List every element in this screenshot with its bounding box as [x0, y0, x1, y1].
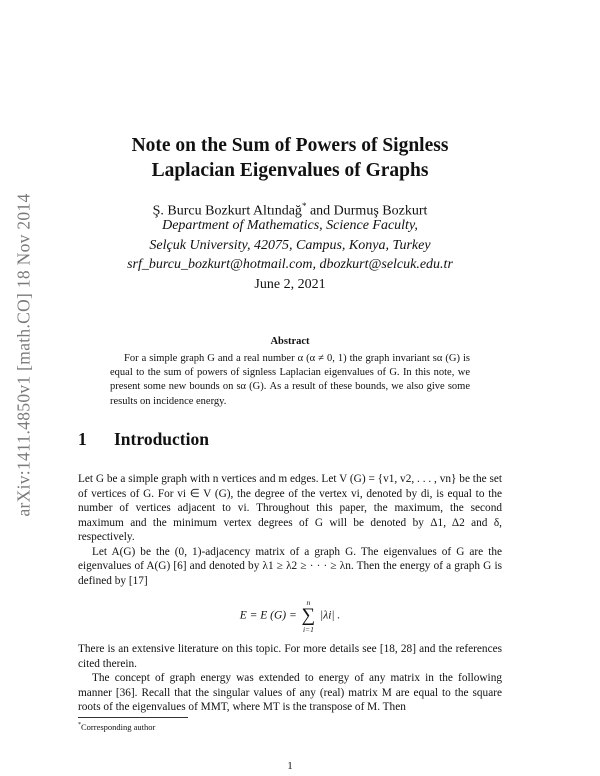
paragraph-4: The concept of graph energy was extended to energy of any matrix in the following manner [36]. Recall that the singular values of any (real) matrix M are equal to the square roots of the eigenvalues of MMT, where MT is the transpose of M. Then [78, 672, 502, 713]
abstract-heading: Abstract [270, 336, 310, 347]
affiliation-line-2: Selçuk University, 42075, Campus, Konya, Turkey [149, 237, 431, 253]
sum-lower-limit: i=1 [302, 625, 314, 634]
affiliation-emails: srf_burcu_bozkurt@hotmail.com, dbozkurt@selcuk.edu.tr [127, 257, 453, 272]
equation-rhs: |λi| . [320, 609, 341, 622]
footnote [78, 722, 155, 732]
affiliation [78, 216, 502, 275]
title-line-1: Note on the Sum of Powers of Signless [131, 135, 449, 156]
paper-date: June 2, 2021 [254, 277, 326, 292]
summation-symbol [302, 598, 316, 634]
author-2: Durmuş Bozkurt [333, 203, 428, 219]
author-1: Ş. Burcu Bozkurt Altındağ [152, 203, 302, 219]
footnote-mark: * [78, 722, 81, 729]
author-and: and [309, 203, 331, 219]
section-heading [78, 429, 209, 450]
arxiv-identifier: arXiv:1411.4850v1 [math.CO] 18 Nov 2014 [13, 193, 34, 517]
affiliation-line-1: Department of Mathematics, Science Faculty, [162, 218, 418, 233]
abstract-text: For a simple graph G and a real number α (α ≠ 0, 1) the graph invariant sα (G) is equal to the sum of powers of signless Laplacian eigenvalues of G. In this note, we present some new bounds on sα (G). As a result of these bounds, we also give some results on incidence energy. [110, 353, 470, 407]
paragraph-2: Let A(G) be the (0, 1)-adjacency matrix of a graph G. The eigenvalues of G are the eigenvalues of A(G) [6] and denoted by λ1 ≥ λ2 ≥ · · · ≥ λn. Then the energy of a graph G is defined by [17] [78, 545, 502, 587]
energy-equation [78, 598, 502, 634]
sum-sign: ∑ [301, 605, 316, 626]
equation-lhs: E = E (G) = [239, 609, 297, 622]
footnote-text: Corresponding author [81, 722, 156, 732]
page-number: 1 [287, 760, 293, 772]
arxiv-stamp [2, 140, 46, 570]
sum-upper-limit: n [306, 598, 311, 607]
author-mark: * [301, 201, 307, 211]
paragraph-1: Let G be a simple graph with n vertices and m edges. Let V (G) = {v1, v2, . . . , vn} be the set of vertices of G. For vi ∈ V (G), the degree of the vertex vi, denoted by di, is equal to the number of vertices adjacent to vi. Throughout this paper, the maximum, the second maximum and the minimum vertex degrees of G will be denoted by Δ1, Δ2 and δ, respectively. [78, 473, 502, 543]
title-line-2: Laplacian Eigenvalues of Graphs [151, 160, 429, 181]
section-number: 1 [78, 429, 87, 449]
footnote-rule [78, 717, 188, 718]
paragraph-3: There is an extensive literature on this topic. For more details see [18, 28] and the references cited therein. [78, 643, 502, 670]
section-title: Introduction [114, 429, 209, 449]
body-text [78, 472, 502, 715]
paper-title [78, 133, 502, 183]
